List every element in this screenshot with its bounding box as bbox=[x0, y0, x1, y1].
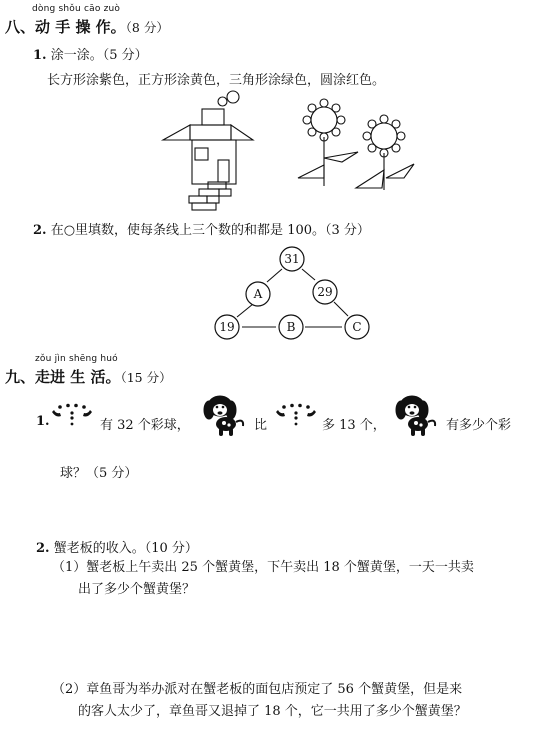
s9-q1-text-3: 多 13 个， bbox=[322, 418, 386, 433]
value-bottom-mid: B bbox=[286, 320, 296, 334]
petal bbox=[308, 104, 316, 112]
section8-title: 八、动 手 操 作。 bbox=[5, 18, 126, 36]
roof-rect bbox=[190, 125, 231, 140]
s8-q1-text: 涂一涂。（5 分） bbox=[50, 48, 148, 63]
s9-q1-text-5: 球？（5 分） bbox=[60, 466, 138, 481]
petal bbox=[368, 144, 376, 152]
petal bbox=[332, 104, 340, 112]
s8-q1-label bbox=[33, 44, 148, 63]
s8-q1-number: 1. bbox=[33, 48, 47, 63]
ladybug-icon bbox=[50, 403, 96, 427]
petal bbox=[332, 128, 340, 136]
s9-q2-sub2-line1: （2）章鱼哥为举办派对在蟹老板的面包店预定了 56 个蟹黄堡，但是来 bbox=[52, 682, 463, 697]
petal bbox=[308, 128, 316, 136]
window-square bbox=[195, 148, 208, 160]
s9-q2-sub2-line2: 的客人太少了，章鱼哥又退掉了 18 个，它一共用了多少个蟹黄堡？ bbox=[78, 704, 467, 719]
flower-left bbox=[298, 99, 358, 186]
section8-score: （8 分） bbox=[125, 20, 169, 35]
petal bbox=[363, 132, 371, 140]
s8-q2-text: 在○里填数，使每条线上三个数的和都是 100。（3 分） bbox=[50, 223, 370, 238]
section9-pinyin: zǒu jìn shēng huó bbox=[35, 354, 118, 364]
s9-q2-sub2 bbox=[52, 679, 542, 723]
value-bottom-right: C bbox=[352, 320, 362, 334]
step-rect-5 bbox=[207, 196, 219, 203]
petal bbox=[380, 115, 388, 123]
roof-triangle-right bbox=[231, 125, 253, 140]
flower-right bbox=[356, 115, 414, 190]
value-right: 29 bbox=[317, 285, 333, 299]
value-bottom-left: 19 bbox=[219, 320, 235, 334]
number-triangle bbox=[205, 243, 380, 343]
door-rect bbox=[218, 160, 229, 182]
section9-title: 九、走进 生 活。 bbox=[5, 368, 121, 386]
leaf-triangle-right bbox=[324, 152, 358, 162]
s9-q1-text-4: 有多少个彩 bbox=[446, 418, 512, 433]
leaf-triangle-right bbox=[386, 164, 414, 178]
leaf-triangle-left bbox=[356, 170, 384, 188]
puppy-icon bbox=[202, 392, 248, 438]
roof-triangle-left bbox=[163, 125, 190, 140]
step-rect-6 bbox=[192, 203, 216, 210]
step-rect-2 bbox=[199, 189, 219, 196]
s9-q1-text-1: 有 32 个彩球， bbox=[100, 418, 190, 433]
step-rect-3 bbox=[219, 189, 231, 196]
petal bbox=[397, 132, 405, 140]
s9-q2-sub1 bbox=[52, 557, 542, 601]
petal bbox=[320, 99, 328, 107]
puppy-icon bbox=[394, 392, 440, 438]
s9-q2-number: 2. bbox=[36, 541, 50, 556]
s9-q2-label bbox=[36, 537, 198, 556]
petal bbox=[368, 120, 376, 128]
s9-q1-text-2: 比 bbox=[254, 418, 268, 433]
petal bbox=[392, 120, 400, 128]
value-left: A bbox=[253, 287, 263, 301]
s8-q2-label bbox=[33, 219, 370, 238]
petal bbox=[303, 116, 311, 124]
leaf-triangle-left bbox=[298, 165, 324, 178]
step-rect-4 bbox=[189, 196, 207, 203]
section8-heading bbox=[5, 16, 169, 37]
s9-q2-sub1-line1: （1）蟹老板上午卖出 25 个蟹黄堡，下午卖出 18 个蟹黄堡，一天一共卖 bbox=[52, 560, 474, 575]
section9-score: （15 分） bbox=[120, 370, 172, 385]
house-figure bbox=[163, 91, 253, 210]
value-top: 31 bbox=[284, 252, 300, 266]
s9-q1-number: 1. bbox=[36, 414, 50, 429]
step-rect-1 bbox=[208, 182, 226, 189]
petal bbox=[392, 144, 400, 152]
section9-heading bbox=[5, 366, 172, 387]
s8-q1-instruction: 长方形涂紫色，正方形涂黄色，三角形涂绿色，圆涂红色。 bbox=[47, 73, 386, 88]
s9-q2-sub1-line2: 出了多少个蟹黄堡？ bbox=[78, 582, 196, 597]
s8-q2-number: 2. bbox=[33, 223, 47, 238]
smoke-circle-small bbox=[218, 97, 227, 106]
shapes-picture bbox=[150, 90, 430, 215]
smoke-circle-large bbox=[227, 91, 239, 103]
s9-q2-text: 蟹老板的收入。（10 分） bbox=[53, 541, 198, 556]
section8-pinyin: dòng shǒu cāo zuò bbox=[32, 4, 121, 14]
chimney-rect bbox=[202, 109, 224, 125]
ladybug-icon bbox=[274, 403, 320, 427]
petal bbox=[337, 116, 345, 124]
